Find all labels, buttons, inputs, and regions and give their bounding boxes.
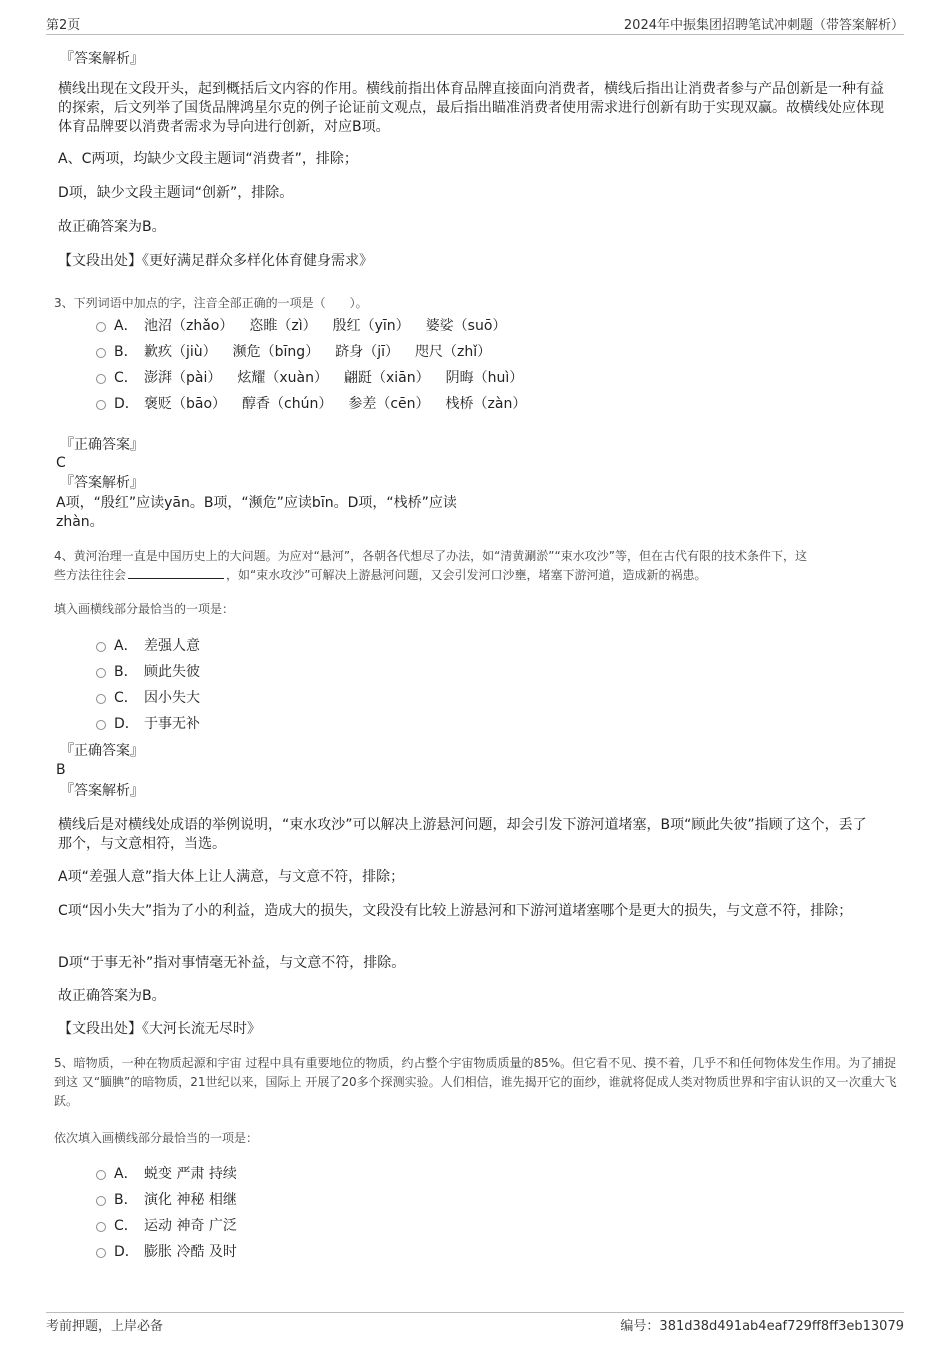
option-text: 于事无补	[144, 716, 200, 732]
q5-option-c[interactable]	[96, 1214, 237, 1236]
option-label: C．	[114, 690, 138, 706]
q3-option-a[interactable]	[96, 314, 506, 336]
q4-option-a[interactable]	[96, 634, 200, 656]
radio-button[interactable]	[96, 668, 106, 678]
q4-line-a: A项“差强人意”指大体上让人满意，与文意不符，排除；	[58, 869, 405, 885]
q3-correct-answer: C	[56, 455, 66, 471]
radio-button[interactable]	[96, 322, 106, 332]
q3-correct-label: 『正确答案』	[60, 437, 144, 453]
option-label: C．	[114, 370, 138, 386]
q4-line-c: C项“因小失大”指为了小的利益，造成大的损失，文段没有比较上游悬河和下游河道堵塞哪个是更大的损失，与文意不符，排除；	[58, 903, 853, 919]
q3-option-b[interactable]	[96, 340, 491, 362]
option-word: 跻身（jī）	[335, 344, 399, 360]
page-header	[46, 14, 904, 35]
q2-source: 【文段出处】《更好满足群众多样化体育健身需求》	[58, 253, 373, 269]
option-word: 濒危（bīng）	[232, 344, 320, 360]
q4-prompt: 填入画横线部分最恰当的一项是：	[54, 602, 235, 616]
option-label: C．	[114, 1218, 138, 1234]
q4-analysis-label: 『答案解析』	[60, 783, 144, 799]
q2-line-ac: A、C两项，均缺少文段主题词“消费者”，排除；	[58, 151, 358, 167]
q4-stem-line1: 4、黄河治理一直是中国历史上的大问题。为应对“悬河”，各朝各代想尽了办法，如“清黄涮淤”“束水攻沙”等，但在古代有限的技术条件下，这	[54, 549, 807, 563]
q5-prompt: 依次填入画横线部分最恰当的一项是：	[54, 1131, 259, 1145]
radio-button[interactable]	[96, 1196, 106, 1206]
document-code: 编号：381d38d491ab4eaf729ff8ff3eb13079	[620, 1319, 904, 1334]
radio-button[interactable]	[96, 400, 106, 410]
option-word: 恣睢（zì）	[249, 318, 317, 334]
option-label: A．	[114, 1166, 138, 1182]
option-text: 蜕变 严肃 持续	[144, 1166, 237, 1182]
option-label: B．	[114, 1192, 138, 1208]
page-footer	[46, 1312, 904, 1334]
q4-analysis-text: 横线后是对横线处成语的举例说明，“束水攻沙”可以解决上游悬河问题，却会引发下游河道堵塞，B项“顾此失彼”指顾了这个，丢了那个，与文意相符，当选。	[58, 817, 867, 852]
q4-stem	[54, 547, 896, 585]
radio-button[interactable]	[96, 720, 106, 730]
q4-stem-line2	[54, 566, 896, 585]
option-text: 顾此失彼	[144, 664, 200, 680]
q5-stem: 5、暗物质，一种在物质起源和宇宙 过程中具有重要地位的物质，约占整个宇宙物质质量的85%。但它看不见、摸不着，几乎不和任何物体发生作用。为了捕捉到这 又“腼腆”的暗物质，21世纪以来，国际上 开展了20多个探测实验。人们相信，谁先揭开它的面纱，谁就将促成人类对物质世界和宇宙认识的又一次重大飞跃。	[54, 1056, 897, 1108]
q3-option-c[interactable]	[96, 366, 523, 388]
q5-option-d[interactable]	[96, 1240, 237, 1262]
option-word: 阴晦（huì）	[445, 370, 524, 386]
option-text: 膨胀 冷酷 及时	[144, 1244, 237, 1260]
radio-button[interactable]	[96, 642, 106, 652]
q4-line-d: D项“于事无补”指对事情毫无补益，与文意不符，排除。	[58, 955, 406, 971]
q3-analysis-label: 『答案解析』	[60, 475, 144, 491]
radio-button[interactable]	[96, 348, 106, 358]
option-label: A．	[114, 318, 138, 334]
option-label: B．	[114, 344, 138, 360]
q3-analysis-line2: zhàn。	[56, 514, 104, 530]
radio-button[interactable]	[96, 1222, 106, 1232]
q4-conclusion: 故正确答案为B。	[58, 988, 166, 1004]
radio-button[interactable]	[96, 1170, 106, 1180]
option-word: 栈桥（zàn）	[445, 396, 527, 412]
option-word: 咫尺（zhǐ）	[414, 344, 492, 360]
option-word: 炫耀（xuàn）	[237, 370, 328, 386]
q4-correct-label: 『正确答案』	[60, 743, 144, 759]
option-word: 参差（cēn）	[348, 396, 430, 412]
q4-correct-answer: B	[56, 762, 66, 778]
q2-analysis-label: 『答案解析』	[60, 51, 144, 67]
document-title: 2024年中振集团招聘笔试冲刺题（带答案解析）	[623, 18, 904, 33]
option-text: 因小失大	[144, 690, 200, 706]
radio-button[interactable]	[96, 694, 106, 704]
option-label: A．	[114, 638, 138, 654]
option-text: 演化 神秘 相继	[144, 1192, 237, 1208]
option-word: 褒贬（bāo）	[144, 396, 227, 412]
page-number: 第2页	[46, 18, 81, 33]
q4-option-c[interactable]	[96, 686, 200, 708]
option-word: 翩跹（xiān）	[343, 370, 430, 386]
option-label: D．	[114, 1244, 139, 1260]
option-word: 澎湃（pài）	[144, 370, 222, 386]
q2-analysis-text: 横线出现在文段开头，起到概括后文内容的作用。横线前指出体育品牌直接面向消费者，横线后指出让消费者参与产品创新是一种有益的探索，后文列举了国货品牌鸿星尔克的例子论证前文观点，最后指出瞄准消费者使用需求进行创新有助于实现双赢。故横线处应体现体育品牌要以消费者需求为导向进行创新，对应B项。	[58, 81, 884, 135]
q3-option-d[interactable]	[96, 392, 526, 414]
q3-analysis-line1: A项，“殷红”应读yān。B项，“濒危”应读bīn。D项，“栈桥”应读	[56, 495, 457, 511]
option-word: 醇香（chún）	[242, 396, 333, 412]
q4-stem-part2a: 些方法往往会	[54, 568, 127, 582]
q4-stem-part2b: ，如“束水攻沙”可解决上游悬河问题，又会引发河口沙壅，堵塞下游河道，造成新的祸患。	[226, 568, 707, 582]
option-word: 婆娑（suō）	[425, 318, 507, 334]
footer-slogan: 考前押题，上岸必备	[46, 1319, 164, 1334]
q3-stem: 3、下列词语中加点的字，注音全部正确的一项是（ ）。	[54, 296, 368, 310]
q2-conclusion: 故正确答案为B。	[58, 219, 166, 235]
option-text: 差强人意	[144, 638, 200, 654]
radio-button[interactable]	[96, 374, 106, 384]
q4-option-b[interactable]	[96, 660, 200, 682]
option-label: D．	[114, 396, 139, 412]
option-word: 殷红（yīn）	[332, 318, 410, 334]
q2-line-d: D项，缺少文段主题词“创新”，排除。	[58, 185, 294, 201]
option-label: B．	[114, 664, 138, 680]
option-word: 歉疚（jiù）	[144, 344, 217, 360]
q4-source: 【文段出处】《大河长流无尽时》	[58, 1021, 261, 1037]
q5-option-a[interactable]	[96, 1162, 237, 1184]
q5-option-b[interactable]	[96, 1188, 237, 1210]
option-label: D．	[114, 716, 139, 732]
option-word: 池沼（zhǎo）	[144, 318, 234, 334]
q4-option-d[interactable]	[96, 712, 200, 734]
option-text: 运动 神奇 广泛	[144, 1218, 237, 1234]
radio-button[interactable]	[96, 1248, 106, 1258]
answer-blank	[128, 566, 224, 579]
